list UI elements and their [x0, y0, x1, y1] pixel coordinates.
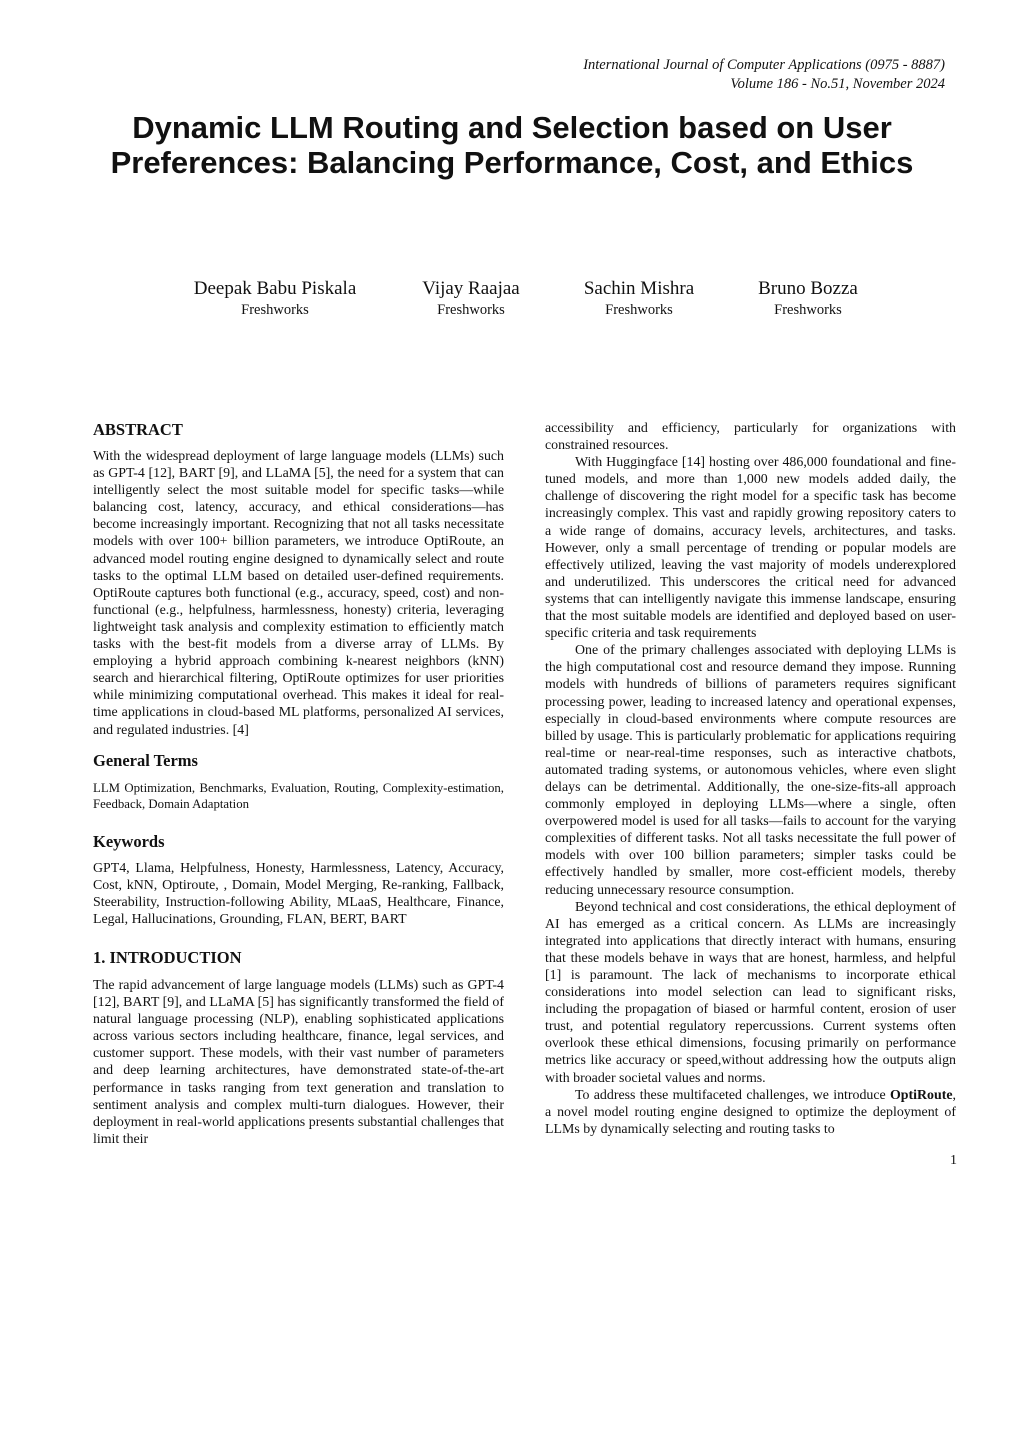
right-column	[545, 420, 956, 1138]
author-affiliation: Freshworks	[774, 302, 842, 318]
introduction-paragraph-5	[545, 1087, 956, 1138]
introduction-heading: 1. INTRODUCTION	[93, 947, 242, 967]
journal-name: International Journal of Computer Applications (0975 - 8887)	[583, 57, 945, 73]
author-block	[742, 278, 874, 319]
keywords-heading: Keywords	[93, 831, 165, 851]
paper-title	[40, 110, 984, 180]
page-number: 1	[950, 1153, 957, 1168]
optiroute-name: OptiRoute	[890, 1087, 953, 1103]
author-affiliation: Freshworks	[605, 302, 673, 318]
author-name: Sachin Mishra	[583, 278, 695, 299]
introduction-paragraph-4: Beyond technical and cost considerations, the ethical deployment of AI has emerged as a critical concern. As LLMs are increasingly integrated into applications that directly interact with humans, ensuring that these models behave in ways that are honest, harmless, and helpful [1] is paramount. The lack of mechanisms to incorporate ethical considerations into model selection can lead to significant risks, including the propagation of biased or harmful content, erosion of user trust, and potential regulatory repercussions. Current systems often overlook these ethical dimensions, focusing primarily on performance metrics like accuracy or speed,without addressing how the outputs align with broader societal values and norms.	[545, 899, 956, 1086]
general-terms-text: LLM Optimization, Benchmarks, Evaluation, Routing, Complexity-estimation, Feedback, Domain Adaptation	[93, 780, 504, 812]
introduction-paragraph-2: With Huggingface [14] hosting over 486,000 foundational and fine-tuned models, and more than 1,000 new models added daily, the challenge of discovering the right model for a specific task has become increasingly complex. This vast and rapidly growing repository caters to a wide range of domains, accuracy levels, architectures, and tasks. However, only a small percentage of trending or popular models are effectively utilized, leaving the vast majority of models underexplored and underutilized. This underscores the critical need for advanced systems that can intelligently navigate this immense landscape, ensuring that the most suitable models are identified and deployed based on user-specific criteria and task requirements	[545, 455, 956, 642]
author-name: Vijay Raajaa	[422, 278, 520, 299]
author-block	[175, 278, 375, 319]
introduction-paragraph-3: One of the primary challenges associated with deploying LLMs is the high computational cost and resource demand they impose. Running models with hundreds of billions of parameters requires significant processing power, leading to increased latency and operational expenses, especially in cloud-based environments where compute resources are billed by usage. This is particularly problematic for applications requiring real-time or near-real-time responses, such as interactive chatbots, automated trading systems, or autonomous vehicles, where even slight delays can be detrimental. Additionally, the one-size-fits-all approach commonly employed in deploying LLMs—where a single, often overpowered model is used for all tasks—fails to account for the varying complexities of different tasks. Not all tasks necessitate the full power of models with over 100 billion parameters; simpler tasks could be effectively handled by smaller, more cost-efficient models, thereby reducing unnecessary resource consumption.	[545, 643, 956, 898]
author-block	[396, 278, 546, 319]
journal-volume: Volume 186 - No.51, November 2024	[730, 76, 945, 92]
keywords-text: GPT4, Llama, Helpfulness, Honesty, Harmlessness, Latency, Accuracy, Cost, kNN, Optiroute, , Domain, Model Merging, Re-ranking, Fallback, Steerability, Instruction-following Ability, MLaaS, Healthcare, Finance, Legal, Hallucinations, Grounding, FLAN, BERT, BART	[93, 860, 504, 927]
abstract-heading: ABSTRACT	[93, 420, 183, 439]
author-name: Bruno Bozza	[758, 278, 858, 299]
abstract-text: With the widespread deployment of large language models (LLMs) such as GPT-4 [12], BART [9], and LLaMA [5], the need for a system that can intelligently select the most suitable model for specific tasks—while balancing cost, latency, accuracy, and ethical considerations—has become increasingly important. Recognizing that not all tasks necessitate models with over 100+ billion parameters, we introduce OptiRoute, an advanced model routing engine designed to dynamically select and route tasks to the optimal LLM based on detailed user-defined requirements. OptiRoute captures both functional (e.g., accuracy, speed, cost) and non-functional (e.g., helpfulness, harmlessness, honesty) criteria, leveraging lightweight task analysis and complexity estimation to efficiently match tasks with the best-fit models from a diverse array of LLMs. By employing a hybrid approach combining k-nearest neighbors (kNN) search and hierarchical filtering, OptiRoute optimizes for user priorities while minimizing computational overhead. This makes it ideal for real-time applications in cloud-based ML platforms, personalized AI services, and regulated industries. [4]	[93, 449, 504, 738]
p5-suffix: , a novel model routing engine designed to optimize the deployment of LLMs by dynamically selecting and routing tasks to	[545, 1087, 956, 1137]
author-affiliation: Freshworks	[437, 302, 505, 318]
author-block	[566, 278, 712, 319]
left-column	[93, 420, 504, 1148]
paper-title-line2: Preferences: Balancing Performance, Cost, and Ethics	[110, 145, 914, 180]
p5-prefix: To address these multifaceted challenges, we introduce	[575, 1087, 890, 1103]
general-terms-heading: General Terms	[93, 750, 198, 770]
paper-title-line1: Dynamic LLM Routing and Selection based on User	[132, 110, 892, 145]
introduction-paragraph-1-continued: accessibility and efficiency, particularly for organizations with constrained resources.	[545, 421, 956, 454]
introduction-paragraph-1: The rapid advancement of large language models (LLMs) such as GPT-4 [12], BART [9], and LLaMA [5] has significantly transformed the field of natural language processing (NLP), enabling sophisticated applications across various sectors including healthcare, finance, legal services, and customer support. These models, with their vast number of parameters and deep learning architectures, have demonstrated state-of-the-art performance in tasks ranging from text generation and translation to sentiment analysis and complex multi-turn dialogues. However, their deployment in real-world applications presents substantial challenges that limit their	[93, 977, 504, 1147]
author-affiliation: Freshworks	[241, 302, 309, 318]
author-name: Deepak Babu Piskala	[193, 278, 357, 299]
